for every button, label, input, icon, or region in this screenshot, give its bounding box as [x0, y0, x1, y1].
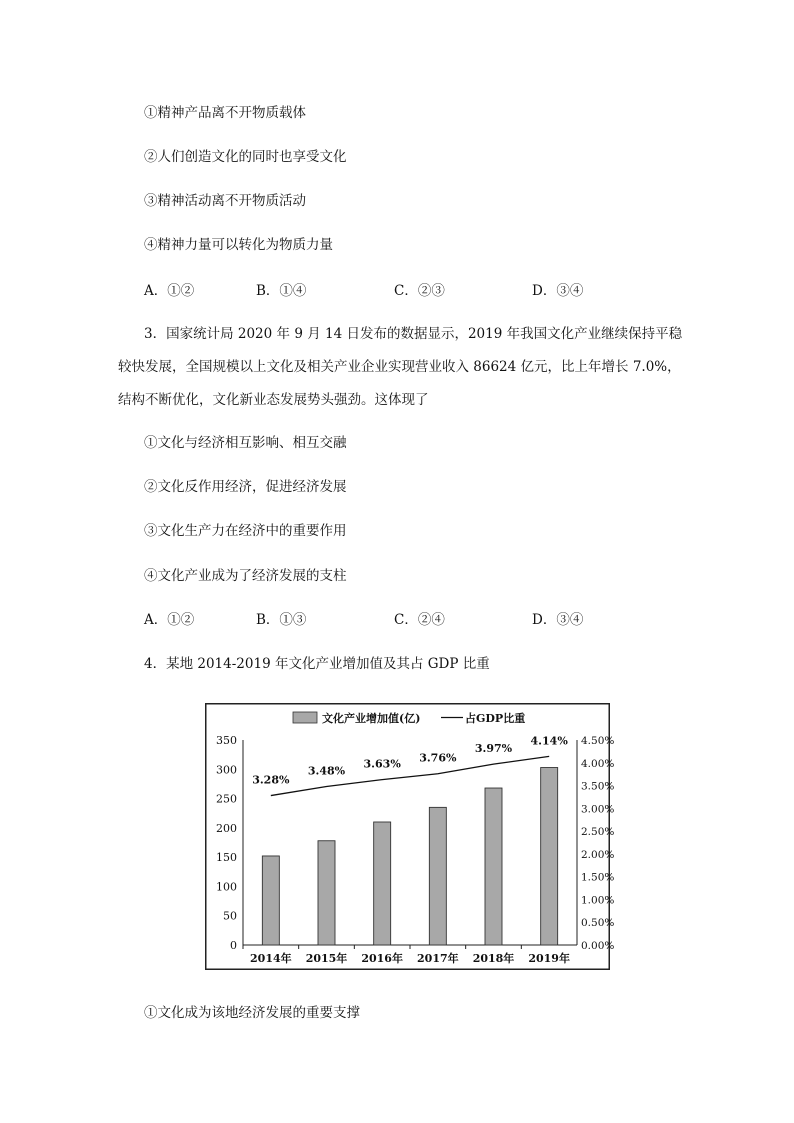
- y-left-tick-label: 150: [216, 851, 237, 865]
- q2-statement-4: ④精神力量可以转化为物质力量: [144, 237, 333, 253]
- gdp-share-data-label: 3.76%: [419, 751, 457, 765]
- q3-stem-line-2: 较快发展，全国规模以上文化及相关产业企业实现营业收入 86624 亿元，比上年增长 7.0%，: [118, 359, 681, 375]
- bar: [541, 768, 558, 945]
- bar: [429, 807, 446, 945]
- bar: [485, 788, 502, 945]
- y-right-tick-label: 0.00%: [581, 940, 615, 952]
- bar: [318, 841, 335, 945]
- gdp-share-data-label: 3.63%: [363, 757, 401, 771]
- y-right-tick-label: 4.50%: [581, 735, 615, 747]
- chart: [205, 703, 615, 970]
- legend-bar-label: 文化产业增加值(亿): [322, 712, 421, 725]
- q3-statement-2: ②文化反作用经济，促进经济发展: [144, 479, 347, 495]
- bar: [262, 856, 279, 945]
- q2-option-a: A．①②: [144, 283, 195, 299]
- legend-line-label: 占GDP比重: [465, 712, 526, 725]
- q3-option-a: A．①②: [144, 612, 195, 628]
- q4-stem: 4．某地 2014-2019 年文化产业增加值及其占 GDP 比重: [144, 656, 490, 672]
- gdp-share-data-label: 3.97%: [474, 742, 513, 756]
- q3-option-c: C．②④: [394, 612, 445, 628]
- bar: [374, 822, 391, 945]
- x-tick-label: 2014年: [250, 952, 292, 965]
- y-left-tick-label: 300: [216, 763, 237, 777]
- q3-stem-line-3: 结构不断优化，文化新业态发展势头强劲。这体现了: [118, 392, 429, 408]
- q2-option-d: D．③④: [532, 283, 584, 299]
- q3-stem-line-1: 3．国家统计局 2020 年 9 月 14 日发布的数据显示，2019 年我国文化产业继续保持平稳: [144, 326, 683, 342]
- gdp-share-data-label: 3.48%: [307, 764, 346, 778]
- q2-option-b: B．①④: [256, 283, 307, 299]
- x-tick-label: 2016年: [361, 952, 403, 965]
- y-left-tick-label: 0: [230, 939, 237, 952]
- q3-option-d: D．③④: [532, 612, 584, 628]
- gdp-share-data-label: 3.28%: [252, 773, 290, 787]
- gdp-share-data-label: 4.14%: [530, 734, 568, 748]
- y-left-tick-label: 100: [216, 880, 237, 894]
- q3-option-b: B．①③: [256, 612, 307, 628]
- q2-statement-2: ②人们创造文化的同时也享受文化: [144, 149, 347, 165]
- q2-option-c: C．②③: [394, 283, 445, 299]
- q2-statement-3: ③精神活动离不开物质活动: [144, 193, 306, 209]
- y-left-tick-label: 350: [216, 734, 237, 747]
- q3-statement-1: ①文化与经济相互影响、相互交融: [144, 435, 347, 451]
- q3-statement-3: ③文化生产力在经济中的重要作用: [144, 523, 347, 539]
- y-right-tick-label: 4.00%: [581, 757, 615, 770]
- y-right-tick-label: 3.50%: [581, 780, 615, 793]
- y-left-tick-label: 50: [223, 909, 237, 923]
- q3-statement-4: ④文化产业成为了经济发展的支柱: [144, 568, 347, 584]
- x-tick-label: 2019年: [528, 952, 570, 965]
- q3-stem: [118, 325, 683, 409]
- y-right-tick-label: 2.50%: [581, 826, 615, 839]
- x-tick-label: 2015年: [305, 952, 348, 965]
- x-tick-label: 2018年: [472, 952, 515, 965]
- x-tick-label: 2017年: [417, 952, 459, 965]
- y-right-tick-label: 0.50%: [581, 917, 615, 930]
- chart-svg: [205, 703, 615, 970]
- q4-statement-1: ①文化成为该地经济发展的重要支撑: [144, 1005, 360, 1021]
- q2-statement-1: ①精神产品离不开物质载体: [144, 105, 306, 121]
- y-left-tick-label: 200: [216, 821, 237, 835]
- y-right-tick-label: 3.00%: [581, 803, 615, 816]
- y-right-tick-label: 2.00%: [581, 848, 615, 861]
- y-right-tick-label: 1.50%: [581, 871, 615, 884]
- legend-bar-swatch: [293, 712, 317, 723]
- y-right-tick-label: 1.00%: [581, 894, 615, 907]
- y-left-tick-label: 250: [216, 792, 237, 806]
